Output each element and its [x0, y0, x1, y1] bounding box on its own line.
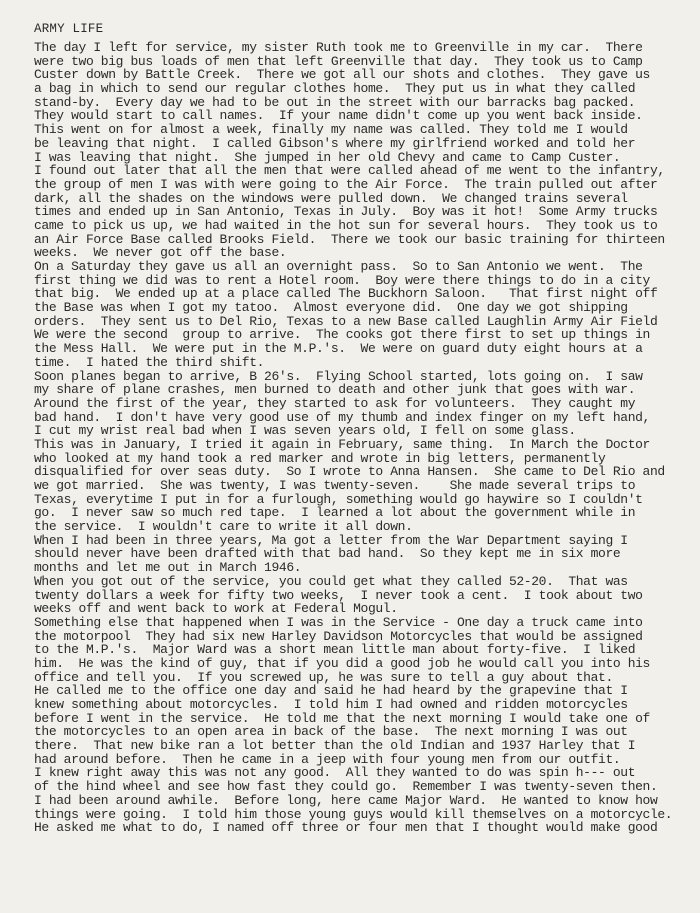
text-line: I knew right away this was not any good. All they wanted to do was spin h--- out [34, 765, 636, 781]
text-line: stand-by. Every day we had to be out in the street with our barracks bag packed. [34, 94, 636, 110]
text-line: came to pick us up, we had waited in the hot sun for several hours. They took us to [34, 217, 658, 233]
text-line: my share of plane crashes, men burned to death and other junk that goes with war. [34, 382, 636, 398]
text-line: office and tell you. If you screwed up, he was sure to tell a guy about that. [34, 669, 613, 685]
text-line: He asked me what to do, I named off three or four men that I thought would make good [34, 820, 658, 836]
text-line: should never have been drafted with that bad hand. So they kept me in six more [34, 546, 621, 562]
text-line: first thing we did was to rent a Hotel room. Boy were there things to do in a city [34, 272, 650, 288]
text-line: the motorcycles to an open area in back of the base. The next morning I was out [34, 724, 628, 740]
text-line: the Mess Hall. We were put in the M.P.'s. We were on guard duty eight hours at a [34, 341, 643, 357]
text-line: Around the first of the year, they started to ask for volunteers. They caught my [34, 395, 636, 411]
text-line: that big. We ended up at a place called The Buckhorn Saloon. That first night off [34, 286, 658, 302]
text-line: I cut my wrist real bad when I was seven years old, I fell on some glass. [34, 423, 576, 439]
text-line: On a Saturday they gave us all an overnight pass. So to San Antonio we went. The [34, 259, 643, 274]
text-line: be leaving that night. I called Gibson's where my girlfriend worked and told her [34, 135, 636, 151]
text-line: an Air Force Base called Brooks Field. There we took our basic training for thirteen [34, 231, 665, 247]
text-line: bad hand. I don't have very good use of my thumb and index finger on my left hand, [34, 409, 650, 425]
text-line: time. I hated the third shift. [34, 354, 265, 370]
text-line: weeks off and went back to work at Federal Mogul. [34, 601, 398, 617]
text-line: knew something about motorcycles. I told him I had owned and ridden motorcycles [34, 697, 628, 712]
text-line: Custer down by Battle Creek. There we got all our shots and clothes. They gave us [34, 67, 650, 83]
text-line: him. He was the kind of guy, that if you did a good job he would call you into his [34, 655, 650, 671]
text-line: before I went in the service. He told me that the next morning I would take one of [34, 710, 650, 726]
text-line: weeks. We never got off the base. [34, 245, 287, 261]
text-line: there. That new bike ran a lot better than the old Indian and 1937 Harley that I [34, 738, 636, 754]
text-line: disqualified for over seas duty. So I wrote to Anna Hansen. She came to Del Rio and [34, 464, 665, 480]
text-line: months and let me out in March 1946. [34, 560, 302, 576]
text-line: the Base was when I got my tatoo. Almost everyone did. One day we got shipping [34, 300, 628, 316]
text-line: we got married. She was twenty, I was twenty-seven. She made several trips to [34, 478, 636, 493]
text-line: the group of men I was with were going to the Air Force. The train pulled out after [34, 176, 658, 192]
text-line: times and ended up in San Antonio, Texas in July. Boy was it hot! Some Army trucks [34, 204, 658, 220]
text-line: Something else that happened when I was in the Service - One day a truck came into [34, 614, 643, 630]
text-line: had around before. Then he came in a jeep with four young men from our outfit. [34, 751, 621, 767]
text-line: Texas, everytime I put in for a furlough, something would go haywire so I couldn't [34, 491, 643, 507]
text-line: to the M.P.'s. Major Ward was a short mean little man about forty-five. I liked [34, 642, 636, 658]
text-line: a bag in which to send our regular clothes home. They put us in what they called [34, 81, 636, 97]
body-text [34, 41, 686, 835]
text-line: This went on for almost a week, finally my name was called. They told me I would [34, 122, 628, 138]
text-line: go. I never saw so much red tape. I learned a lot about the government while in [34, 505, 636, 521]
page-heading: ARMY LIFE [34, 22, 104, 36]
text-line: of the hind wheel and see how fast they could go. Remember I was twenty-seven then. [34, 779, 658, 795]
text-line: I was leaving that night. She jumped in her old Chevy and came to Camp Custer. [34, 149, 621, 165]
text-line: Soon planes began to arrive, B 26's. Flying School started, lots going on. I saw [34, 368, 643, 384]
text-line: who looked at my hand took a red marker and wrote in big letters, permanently [34, 450, 606, 466]
text-line: dark, all the shades on the windows were pulled down. We changed trains several [34, 190, 628, 206]
text-line: This was in January, I tried it again in February, same thing. In March the Doctor [34, 436, 650, 452]
text-line: were two big bus loads of men that left Greenville that day. They took us to Camp [34, 53, 643, 69]
text-line: I found out later that all the men that were called ahead of me went to the infantry, [34, 163, 665, 179]
text-line: orders. They sent us to Del Rio, Texas to a new Base called Laughlin Army Air Field [34, 313, 658, 329]
text-line: I had been around awhile. Before long, here came Major Ward. He wanted to know how [34, 792, 658, 808]
text-line: the motorpool They had six new Harley Davidson Motorcycles that would be assigned [34, 628, 643, 644]
text-line: They would start to call names. If your name didn't come up you went back inside. [34, 108, 643, 124]
text-line: the service. I wouldn't care to write it all down. [34, 519, 413, 535]
text-line: When I had been in three years, Ma got a letter from the War Department saying I [34, 532, 628, 548]
text-line: twenty dollars a week for fifty two weeks, I never took a cent. I took about two [34, 587, 643, 603]
text-line: The day I left for service, my sister Ruth took me to Greenville in my car. There [34, 40, 643, 55]
text-line: He called me to the office one day and said he had heard by the grapevine that I [34, 683, 628, 699]
text-line: We were the second group to arrive. The cooks got there first to set up things in [34, 327, 650, 343]
text-line: things were going. I told him those young guys would kill themselves on a motorcycle. [34, 806, 673, 822]
text-line: When you got out of the service, you could get what they called 52-20. That was [34, 573, 628, 589]
